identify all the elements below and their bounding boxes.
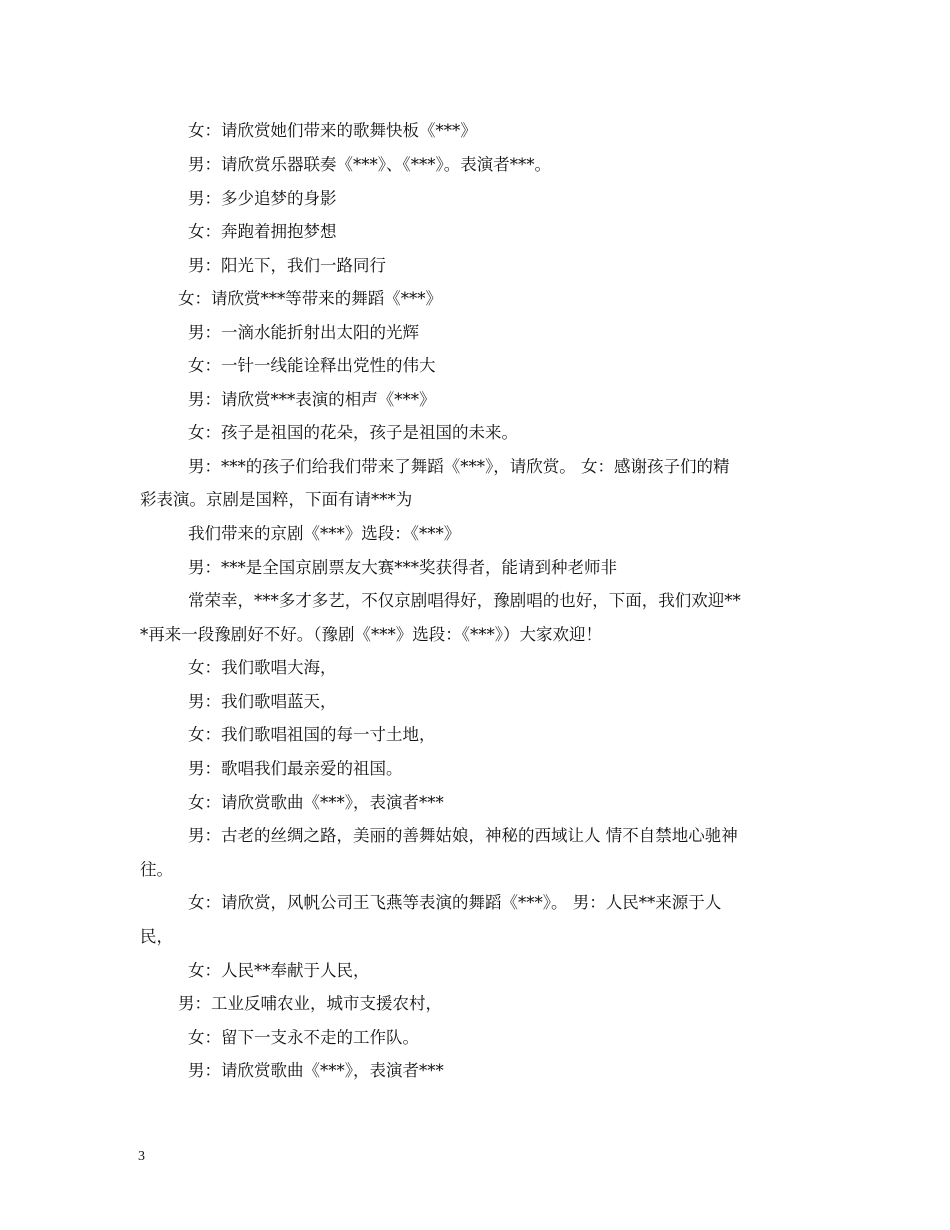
script-line: 男：请欣赏***表演的相声《***》 — [188, 390, 436, 409]
script-line: 女：请欣赏***等带来的舞蹈《***》 — [178, 289, 442, 308]
script-line: 男：请欣赏乐器联奏《***》、《***》。表演者***。 — [188, 155, 551, 174]
script-line: 民， — [140, 927, 173, 946]
script-line: 女：奔跑着拥抱梦想 — [188, 222, 337, 241]
script-line: 女：人民**奉献于人民， — [188, 961, 370, 980]
script-line: 男：多少追梦的身影 — [188, 189, 337, 208]
script-line: 男：***的孩子们给我们带来了舞蹈《***》，请欣赏。 女：感谢孩子们的精 — [188, 457, 730, 476]
script-line: 女：留下一支永不走的工作队。 — [188, 1028, 419, 1047]
script-line: 常荣幸，***多才多艺，不仅京剧唱得好，豫剧唱的也好，下面，我们欢迎** — [188, 591, 741, 610]
script-line: 女：请欣赏歌曲《***》，表演者*** — [188, 793, 444, 812]
script-line: *再来一段豫剧好不好。（豫剧《***》选段：《***》）大家欢迎！ — [140, 625, 602, 644]
page-number: 3 — [138, 1149, 145, 1164]
script-line: 往。 — [140, 860, 173, 879]
script-line: 男：阳光下，我们一路同行 — [188, 256, 386, 275]
script-line: 彩表演。京剧是国粹，下面有请***为 — [140, 490, 413, 509]
script-line: 女：孩子是祖国的花朵，孩子是祖国的未来。 — [188, 423, 518, 442]
script-line: 男：古老的丝绸之路，美丽的善舞姑娘，神秘的西域让人 情不自禁地心驰神 — [188, 826, 738, 845]
script-line: 女：请欣赏，风帆公司王飞燕等表演的舞蹈《***》。 男：人民**来源于人 — [188, 893, 722, 912]
script-line: 男：请欣赏歌曲《***》，表演者*** — [188, 1061, 444, 1080]
script-line: 男：工业反哺农业，城市支援农村， — [178, 994, 442, 1013]
script-line: 男：***是全国京剧票友大赛***奖获得者，能请到种老师非 — [188, 558, 617, 577]
script-line: 女：我们歌唱大海， — [188, 658, 337, 677]
script-line: 男：一滴水能折射出太阳的光辉 — [188, 323, 419, 342]
script-line: 男：我们歌唱蓝天， — [188, 692, 337, 711]
script-line: 女：我们歌唱祖国的每一寸土地， — [188, 725, 436, 744]
script-line: 我们带来的京剧《***》选段：《***》 — [188, 524, 461, 543]
script-line: 男：歌唱我们最亲爱的祖国。 — [188, 759, 403, 778]
script-line: 女：请欣赏她们带来的歌舞快板《***》 — [188, 121, 477, 140]
script-line: 女：一针一线能诠释出党性的伟大 — [188, 356, 436, 375]
